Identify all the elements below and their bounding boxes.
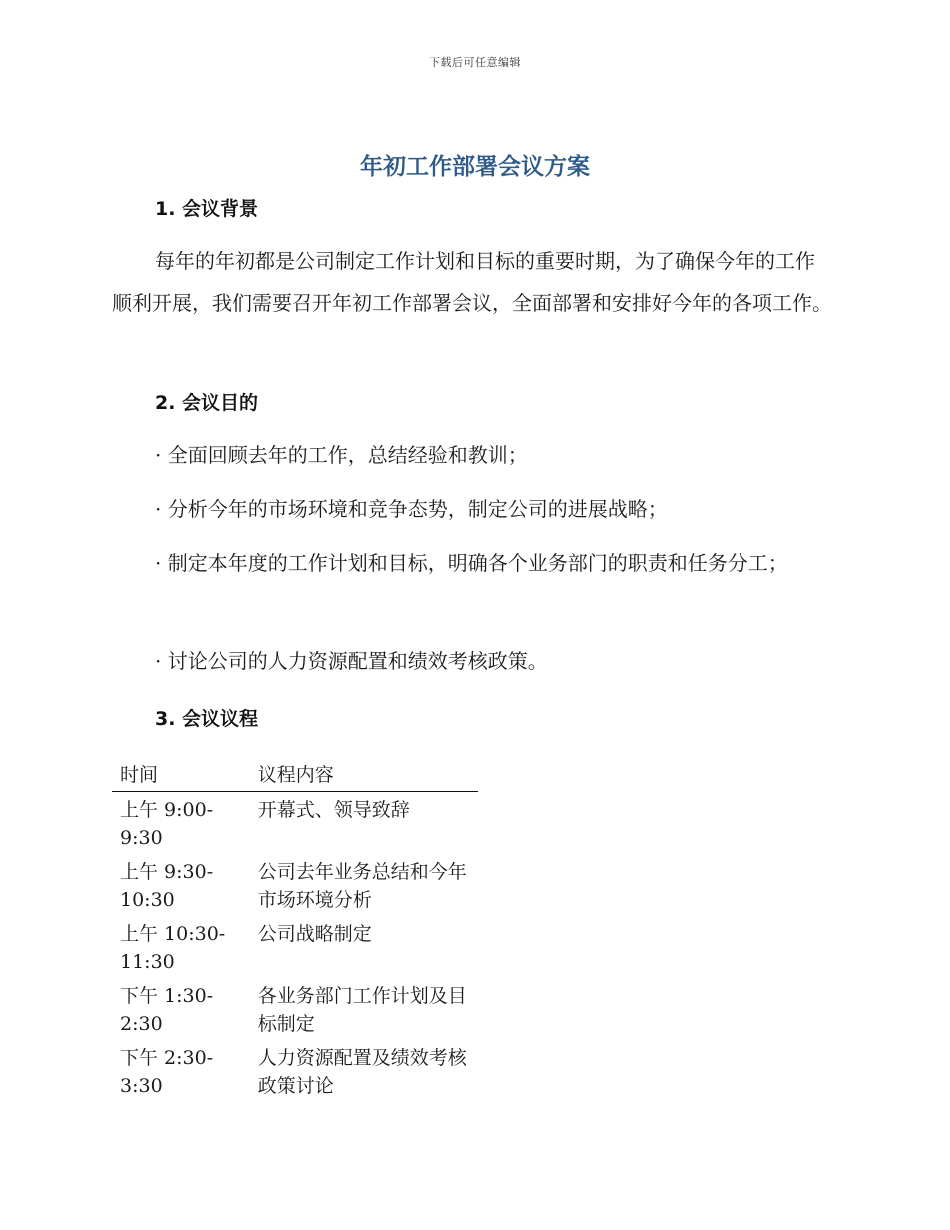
section-heading-purpose: 2. 会议目的 [155, 392, 259, 414]
purpose-bullet: · 讨论公司的人力资源配置和绩效考核政策。 [155, 649, 548, 673]
table-row [112, 792, 478, 855]
agenda-time-cell: 上午 9:00-9:30 [120, 799, 214, 849]
table-row [112, 1040, 478, 1102]
agenda-content-cell: 公司战略制定 [257, 923, 372, 945]
section-heading-agenda: 3. 会议议程 [155, 708, 259, 730]
document-title: 年初工作部署会议方案 [360, 154, 590, 180]
table-row [112, 978, 478, 1040]
agenda-content-cell: 公司去年业务总结和今年市场环境分析 [257, 861, 467, 911]
table-row [112, 916, 478, 978]
agenda-content-cell: 人力资源配置及绩效考核政策讨论 [257, 1047, 467, 1097]
agenda-content-cell: 各业务部门工作计划及目标制定 [257, 985, 467, 1035]
header-note: 下载后可任意编辑 [429, 56, 521, 69]
purpose-bullet: · 全面回顾去年的工作，总结经验和教训； [155, 443, 528, 467]
agenda-time-cell: 上午 10:30-11:30 [120, 923, 226, 973]
background-paragraph: 每年的年初都是公司制定工作计划和目标的重要时期，为了确保今年的工作顺利开展，我们需要召开年初工作部署会议，全面部署和安排好今年的各项工作。 [112, 249, 832, 315]
table-header-row [112, 760, 478, 792]
column-header-content: 议程内容 [250, 760, 478, 792]
agenda-table [112, 760, 478, 1102]
agenda-time-cell: 下午 2:30-3:30 [120, 1047, 214, 1097]
agenda-time-cell: 下午 1:30-2:30 [120, 985, 214, 1035]
purpose-bullet: · 制定本年度的工作计划和目标，明确各个业务部门的职责和任务分工； [155, 551, 788, 575]
section-heading-background: 1. 会议背景 [155, 198, 259, 220]
column-header-time: 时间 [112, 760, 250, 792]
purpose-bullet: · 分析今年的市场环境和竞争态势，制定公司的进展战略； [155, 497, 668, 521]
agenda-time-cell: 上午 9:30-10:30 [120, 861, 214, 911]
agenda-content-cell: 开幕式、领导致辞 [257, 799, 410, 821]
table-row [112, 854, 478, 916]
